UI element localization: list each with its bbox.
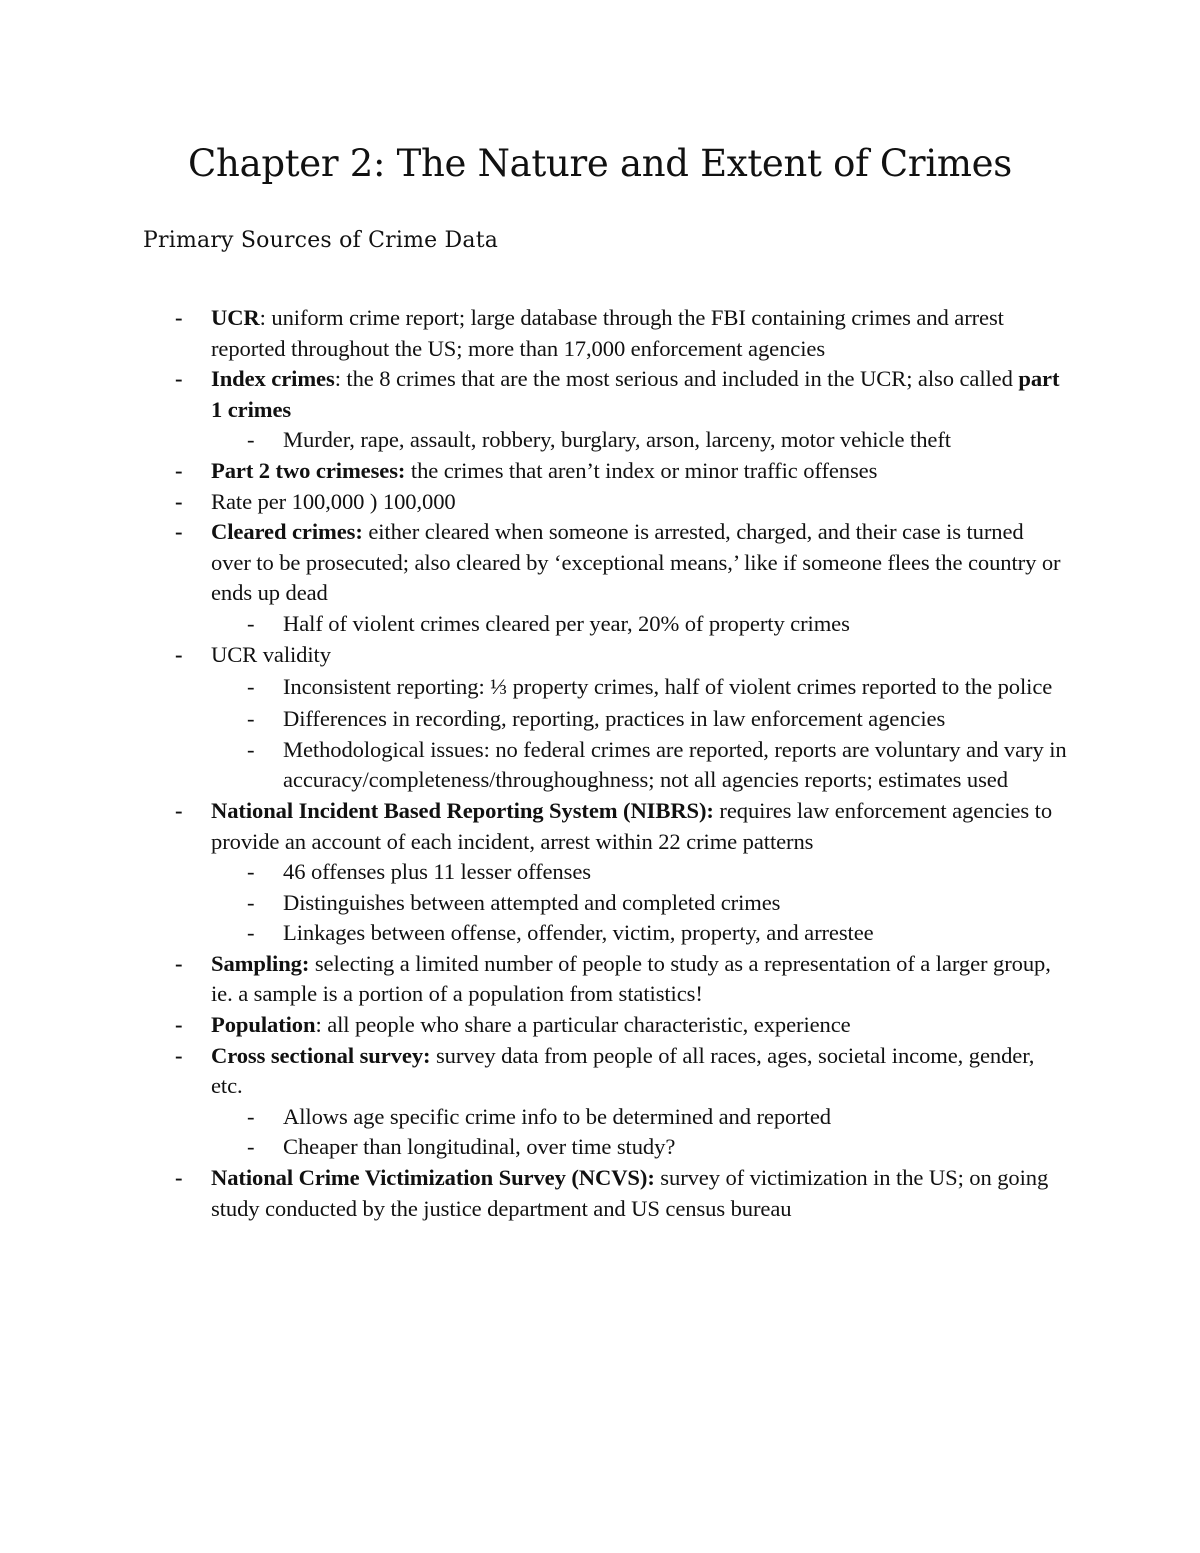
sub-list-item	[247, 704, 1068, 735]
definition: selecting a limited number of people to study as a representation of a larger group, ie. a sample is a portion of a population from statistics!	[211, 950, 1051, 1007]
term-separator: :	[259, 305, 266, 330]
bullet-marker: -	[247, 889, 255, 915]
term: Index crimes	[211, 366, 335, 392]
sub-list-item	[247, 670, 1068, 704]
bullet-marker: -	[247, 859, 255, 885]
list-item-index-crimes	[175, 364, 1066, 425]
sub-item-text: 46 offenses plus 11 lesser offenses	[283, 859, 591, 885]
list-item-part-2-crimes	[175, 456, 1066, 487]
sub-list-item	[247, 425, 1068, 456]
list-item-ucr-validity	[175, 640, 1066, 671]
list-item-nibrs	[175, 796, 1066, 857]
term: Cleared crimes:	[211, 519, 363, 545]
definition: the 8 crimes that are the most serious and included in the UCR; also called	[340, 366, 1019, 392]
bullet-marker: -	[175, 305, 183, 330]
list-item-cleared-crimes	[175, 517, 1066, 609]
sub-list-item	[247, 1132, 1068, 1163]
sub-list-item	[247, 609, 1068, 640]
term: National Incident Based Reporting System (NIBRS):	[211, 797, 714, 823]
bullet-marker: -	[175, 457, 183, 483]
bullet-marker: -	[247, 610, 255, 636]
definition: the crimes that aren’t index or minor traffic offenses	[405, 457, 878, 483]
sub-list-item	[247, 888, 1068, 919]
bullet-marker: -	[175, 488, 183, 514]
list-item-ncvs	[175, 1163, 1066, 1224]
bullet-marker: -	[247, 1134, 255, 1160]
sub-item-text: Inconsistent reporting: ⅓ property crimes, half of violent crimes reported to the police	[283, 674, 1053, 700]
bullet-marker: -	[175, 950, 183, 976]
list-item-ucr	[175, 303, 1066, 364]
term: Sampling:	[211, 950, 310, 976]
bullet-marker: -	[175, 519, 183, 545]
sub-item-text: Distinguishes between attempted and completed crimes	[283, 889, 781, 915]
definition: requires law enforcement agencies to provide an account of each incident, arrest within 22 crime patterns	[211, 797, 1053, 854]
bullet-marker: -	[175, 641, 183, 667]
bullet-marker: -	[175, 1165, 183, 1191]
sub-item-text: Allows age specific crime info to be determined and reported	[283, 1103, 831, 1129]
sub-item-text: Linkages between offense, offender, victim, property, and arrestee	[283, 920, 874, 946]
section-heading: Primary Sources of Crime Data	[143, 228, 499, 253]
sub-list-item	[247, 735, 1068, 796]
term: part 1 crimes	[211, 366, 1060, 422]
term: Part 2 two crimeses:	[211, 457, 406, 483]
definition: survey of victimization in the US; on going study conducted by the justice department and US census bureau	[211, 1165, 1049, 1221]
term: National Crime Victimization Survey (NCVS):	[211, 1165, 655, 1191]
definition: all people who share a particular characteristic, experience	[321, 1012, 851, 1038]
definition: survey data from people of all races, ages, societal income, gender, etc.	[211, 1042, 1035, 1099]
sub-item-text: Differences in recording, reporting, practices in law enforcement agencies	[283, 706, 946, 732]
bullet-marker: -	[247, 706, 255, 732]
list-item-cross-sectional-survey	[175, 1041, 1066, 1102]
page-title: Chapter 2: The Nature and Extent of Crimes	[188, 142, 1012, 185]
sub-item-text: Murder, rape, assault, robbery, burglary, arson, larceny, motor vehicle theft	[283, 427, 951, 453]
bullet-marker: -	[247, 1103, 255, 1129]
term-separator: :	[334, 366, 341, 392]
bullet-marker: -	[247, 674, 255, 700]
term: UCR	[211, 305, 260, 330]
bullet-marker: -	[175, 366, 183, 392]
sub-item-text: Cheaper than longitudinal, over time study?	[283, 1134, 676, 1160]
list-item-rate	[175, 487, 1066, 518]
definition: uniform crime report; large database through the FBI containing crimes and arrest reported throughout the US; more than 17,000 enforcement agencies	[211, 305, 1004, 361]
sub-list-item	[247, 857, 1068, 888]
sub-item-text: Half of violent crimes cleared per year, 20% of property crimes	[283, 610, 850, 636]
term: Population	[211, 1012, 316, 1038]
term-separator: :	[315, 1012, 322, 1038]
definition: either cleared when someone is arrested, charged, and their case is turned over to be prosecuted; also cleared by ‘exceptional means,’ like if someone flees the country or ends up dead	[211, 519, 1061, 606]
sub-list-item	[247, 918, 1068, 949]
sub-item-text: Methodological issues: no federal crimes are reported, reports are voluntary and vary in accuracy/completeness/throughoughness; not all agencies reports; estimates used	[283, 736, 1067, 793]
bullet-marker: -	[175, 797, 183, 823]
list-item-population	[175, 1010, 1066, 1041]
term: Cross sectional survey:	[211, 1042, 431, 1068]
item-text: Rate per 100,000 ) 100,000	[211, 488, 456, 514]
bullet-marker: -	[175, 1012, 183, 1038]
bullet-marker: -	[175, 1042, 183, 1068]
bullet-marker: -	[247, 920, 255, 946]
bullet-marker: -	[247, 427, 255, 453]
notes-list	[0, 303, 1200, 1224]
sub-list-item	[247, 1102, 1068, 1133]
item-text: UCR validity	[211, 641, 331, 667]
list-item-sampling	[175, 949, 1066, 1010]
bullet-marker: -	[247, 736, 255, 762]
